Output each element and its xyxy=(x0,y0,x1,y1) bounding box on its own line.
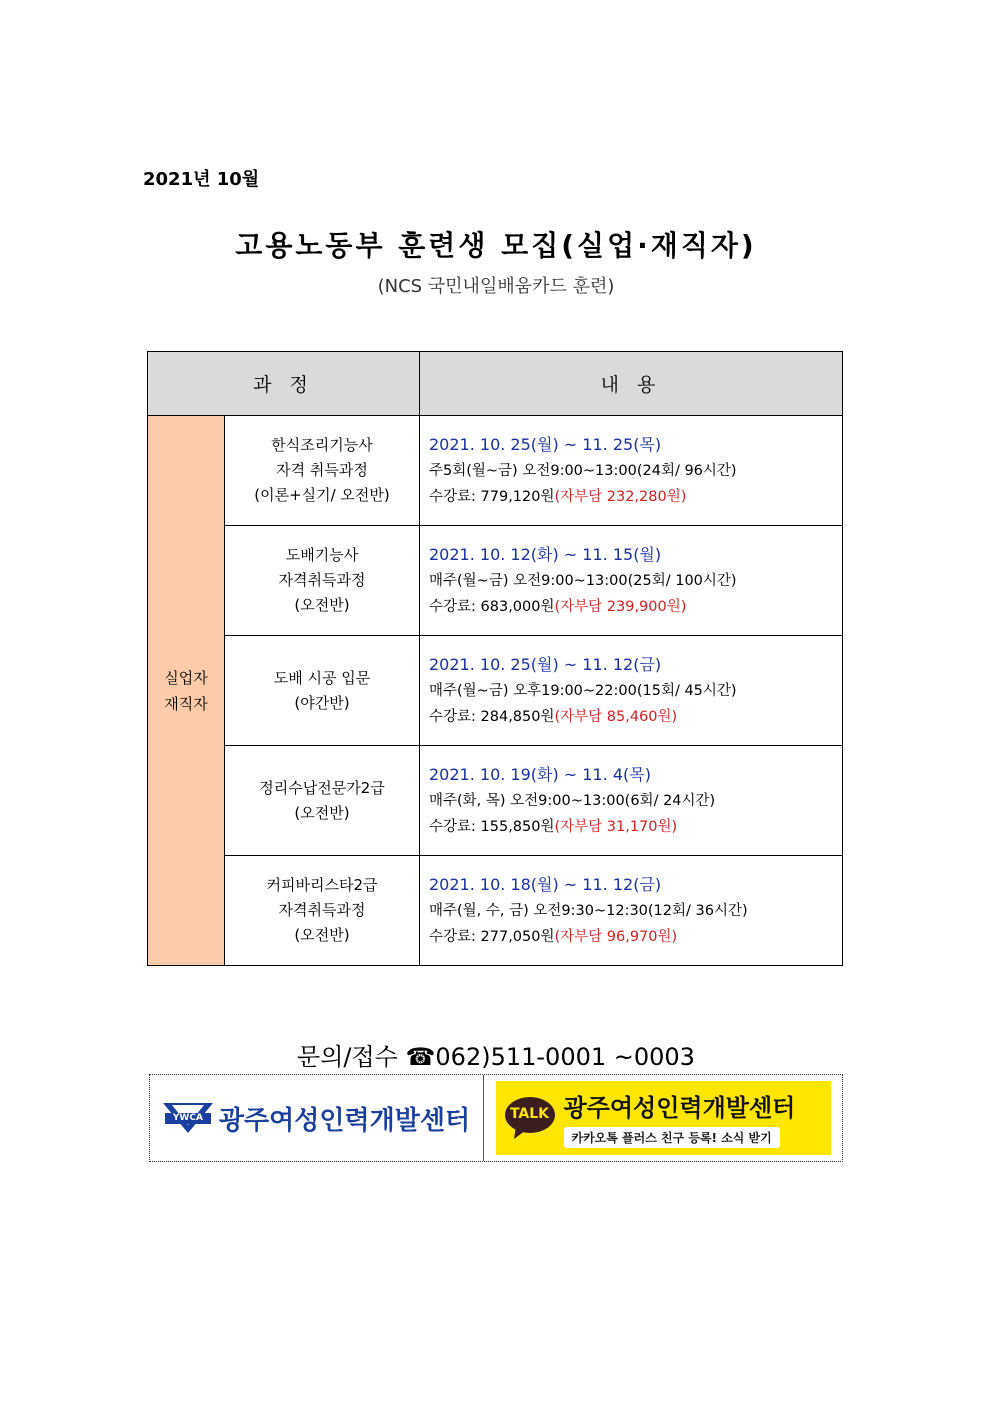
telephone-icon: ☎ xyxy=(405,1043,436,1071)
course-fee: 수강료: 155,850원 xyxy=(429,818,555,835)
course-info xyxy=(420,416,843,526)
document-date: 2021년 10월 xyxy=(143,169,260,190)
course-fee: 수강료: 284,850원 xyxy=(429,708,555,725)
kakao-tagline: 카카오톡 플러스 친구 등록! 소식 받기 xyxy=(564,1127,780,1148)
course-name-line: 자격 취득과정 xyxy=(276,461,368,479)
course-dates: 2021. 10. 25(월) ~ 11. 12(금) xyxy=(429,654,662,674)
course-schedule: 매주(월~금) 오전9:00~13:00(25회/ 100시간) xyxy=(429,572,737,589)
course-name-line: (야간반) xyxy=(294,693,350,712)
course-name-line: 커피바리스타2급 xyxy=(266,876,378,894)
course-fee-line xyxy=(429,704,842,730)
course-self-pay: (자부담 232,280원) xyxy=(554,488,687,505)
course-name xyxy=(225,526,420,636)
course-table-body xyxy=(148,416,843,966)
course-fee-line xyxy=(429,924,842,950)
course-name-line: (오전반) xyxy=(294,803,350,822)
course-name-line: 정리수납전문가2급 xyxy=(259,778,385,797)
course-fee: 수강료: 277,050원 xyxy=(429,928,555,945)
course-fee-line xyxy=(429,814,842,840)
ywca-logo xyxy=(163,1103,213,1133)
kakao-plus-friend xyxy=(496,1081,831,1155)
footer-banner xyxy=(149,1074,843,1162)
kakao-body xyxy=(564,1088,796,1148)
contact-line xyxy=(0,1037,992,1072)
header-course: 과 정 xyxy=(148,352,420,416)
table-row xyxy=(148,636,843,746)
table-header-row xyxy=(148,352,843,416)
table-row xyxy=(148,746,843,856)
course-schedule: 주5회(월~금) 오전9:00~13:00(24회/ 96시간) xyxy=(429,462,737,479)
course-fee-line xyxy=(429,484,842,510)
course-self-pay: (자부담 239,900원) xyxy=(554,598,687,615)
header-content: 내 용 xyxy=(420,352,843,416)
course-name xyxy=(225,636,420,746)
target-cell xyxy=(148,416,225,966)
course-schedule: 매주(화, 목) 오전9:00~13:00(6회/ 24시간) xyxy=(429,792,716,809)
course-dates: 2021. 10. 19(화) ~ 11. 4(목) xyxy=(429,764,651,784)
course-name-line: 도배기능사 xyxy=(285,546,359,564)
course-name-line: 자격취득과정 xyxy=(278,571,366,589)
table-row xyxy=(148,416,843,526)
course-name-line: (오전반) xyxy=(294,596,350,614)
course-fee: 수강료: 683,000원 xyxy=(429,598,555,615)
course-info xyxy=(420,636,843,746)
contact-phone: 062)511-0001 ~0003 xyxy=(435,1043,695,1071)
course-name xyxy=(225,416,420,526)
ywca-logo-text: YWCA xyxy=(172,1113,203,1123)
target-label: 실업자 xyxy=(164,668,208,687)
course-fee: 수강료: 779,120원 xyxy=(429,488,555,505)
course-name-line: (오전반) xyxy=(294,926,350,944)
course-name-line: 도배 시공 입문 xyxy=(273,668,371,687)
document-title: 고용노동부 훈련생 모집(실업·재직자) xyxy=(235,229,757,262)
kakao-talk-icon xyxy=(504,1096,556,1140)
table-row xyxy=(148,856,843,966)
course-name-line: 한식조리기능사 xyxy=(271,436,373,454)
course-dates: 2021. 10. 18(월) ~ 11. 12(금) xyxy=(429,874,662,894)
course-dates: 2021. 10. 25(월) ~ 11. 25(목) xyxy=(429,434,662,454)
course-info xyxy=(420,746,843,856)
course-self-pay: (자부담 31,170원) xyxy=(554,818,678,835)
document-subtitle: (NCS 국민내일배움카드 훈련) xyxy=(377,276,615,297)
course-info xyxy=(420,526,843,636)
course-self-pay: (자부담 96,970원) xyxy=(554,928,678,945)
table-row xyxy=(148,526,843,636)
kakao-center-name: 광주여성인력개발센터 xyxy=(563,1094,796,1122)
course-fee-line xyxy=(429,594,842,620)
target-label: 재직자 xyxy=(164,694,208,713)
course-name xyxy=(225,746,420,856)
contact-label: 문의/접수 xyxy=(297,1043,398,1071)
course-schedule: 매주(월~금) 오후19:00~22:00(15회/ 45시간) xyxy=(429,682,737,699)
course-info xyxy=(420,856,843,966)
course-schedule: 매주(월, 수, 금) 오전9:30~12:30(12회/ 36시간) xyxy=(429,902,748,919)
kakao-talk-badge: TALK xyxy=(509,1106,550,1122)
ywca-logo-group xyxy=(163,1100,470,1137)
course-dates: 2021. 10. 12(화) ~ 11. 15(월) xyxy=(429,544,662,564)
course-name-line: (이론+실기/ 오전반) xyxy=(254,486,390,504)
course-self-pay: (자부담 85,460원) xyxy=(554,708,678,725)
course-table xyxy=(147,351,843,966)
ywca-banner xyxy=(150,1075,484,1161)
course-name-line: 자격취득과정 xyxy=(278,901,366,919)
course-name xyxy=(225,856,420,966)
center-name: 광주여성인력개발센터 xyxy=(218,1105,471,1136)
kakao-banner xyxy=(484,1075,842,1161)
